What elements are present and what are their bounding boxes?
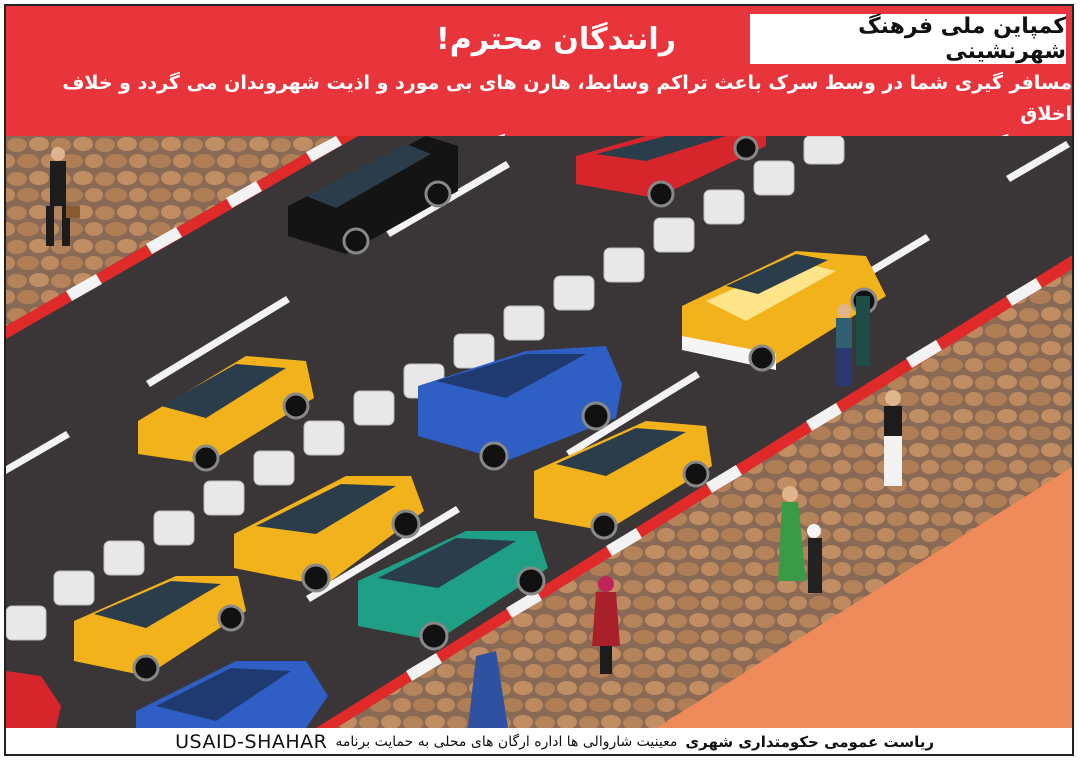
message-line-1: مسافر گیری شما در وسط سرک باعث تراکم وسایط، هارن های بی مورد و اذیت شهروندان می گردد و خلاف اخلاق — [62, 72, 1072, 125]
campaign-title: کمپاین ملی فرهنگ شهرنشینی — [750, 14, 1066, 64]
footer-directorate: ریاست عمومی حکومتداری شهری — [685, 733, 934, 751]
poster-border — [4, 4, 1074, 756]
headline: رانندگان محترم! — [436, 21, 676, 57]
footer-support-text: معینیت شاروالی ها اداره ارگان های محلی به حمایت برنامه — [335, 734, 678, 750]
footer-brand: USAID-SHAHAR — [175, 731, 328, 753]
